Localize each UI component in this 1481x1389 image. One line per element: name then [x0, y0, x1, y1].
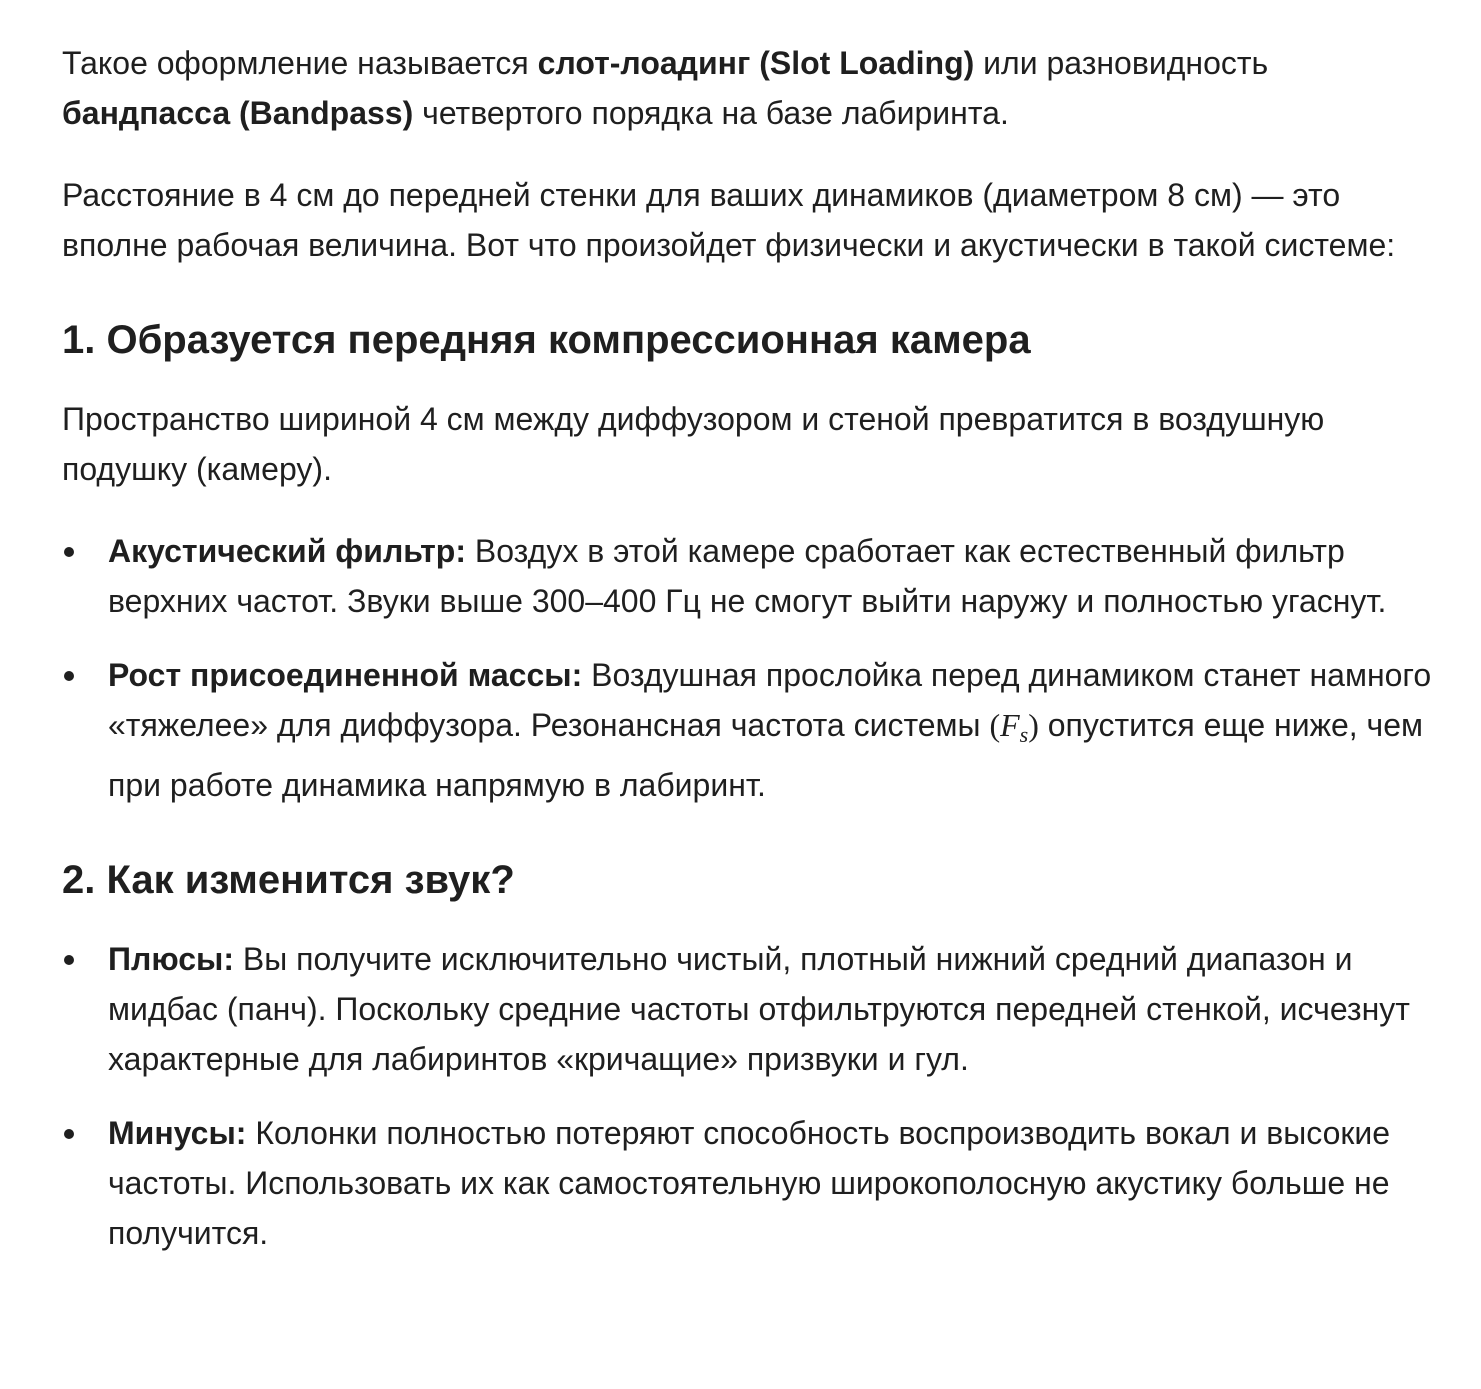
bullet-icon — [64, 671, 74, 681]
slot-loading-term: слот-лоадинг (Slot Loading) — [537, 45, 975, 81]
list-item — [62, 934, 1432, 1084]
section-2-list — [62, 934, 1432, 1258]
section-2-heading: 2. Как изменится звук? — [62, 858, 515, 902]
list-item — [62, 650, 1432, 810]
formula-variable: F — [1000, 707, 1020, 743]
list-item-label: Рост присоединенной массы: — [108, 657, 583, 693]
intro-paragraph-2: Расстояние в 4 см до передней стенки для ваших динамиков (диаметром 8 см) — это вполне рабочая величина. Вот что произойдет физически и акустически в такой системе: — [62, 177, 1396, 263]
list-item-text: Вы получите исключительно чистый, плотный нижний средний диапазон и мидбас (панч). Поскольку средние частоты отфильтруются передней стенкой, исчезнут характерные для лабиринтов «кричащие» призвуки и гул. — [108, 941, 1410, 1077]
bandpass-term: бандпасса (Bandpass) — [62, 95, 414, 131]
bullet-icon — [64, 1129, 74, 1139]
list-item-text-continued: опустится еще ниже, чем при работе динамика напрямую в лабиринт. — [108, 707, 1424, 803]
list-item-text: Воздух в этой камере сработает как естественный фильтр верхних частот. Звуки выше 300–400 Гц не смогут выйти наружу и полностью угаснут. — [108, 533, 1387, 619]
intro-paragraph-1 — [62, 38, 1432, 138]
list-item — [62, 526, 1432, 626]
article — [62, 38, 1432, 1282]
bullet-icon — [64, 955, 74, 965]
resonance-frequency-formula — [989, 707, 1039, 747]
list-item-text: Колонки полностью потеряют способность воспроизводить вокал и высокие частоты. Использовать их как самостоятельную широкополосную акустику больше не получится. — [108, 1115, 1391, 1251]
list-item-text: Воздушная прослойка перед динамиком станет намного «тяжелее» для диффузора. Резонансная частота системы — [108, 657, 1432, 743]
list-item-label: Акустический фильтр: — [108, 533, 466, 569]
formula-open-paren: ( — [989, 707, 1001, 743]
intro-text-2: или разновидность — [974, 45, 1269, 81]
intro-text-1: Такое оформление называется — [62, 45, 538, 81]
section-1-text: Пространство шириной 4 см между диффузором и стеной превратится в воздушную подушку (камеру). — [62, 401, 1325, 487]
list-item-label: Плюсы: — [108, 941, 235, 977]
bullet-icon — [64, 547, 74, 557]
intro-text-3: четвертого порядка на базе лабиринта. — [413, 95, 1009, 131]
section-1-list — [62, 526, 1432, 810]
formula-close-paren: ) — [1028, 707, 1039, 743]
list-item-label: Минусы: — [108, 1115, 247, 1151]
formula-subscript: s — [1019, 722, 1029, 747]
list-item — [62, 1108, 1432, 1258]
section-1-heading: 1. Образуется передняя компрессионная камера — [62, 318, 1031, 362]
